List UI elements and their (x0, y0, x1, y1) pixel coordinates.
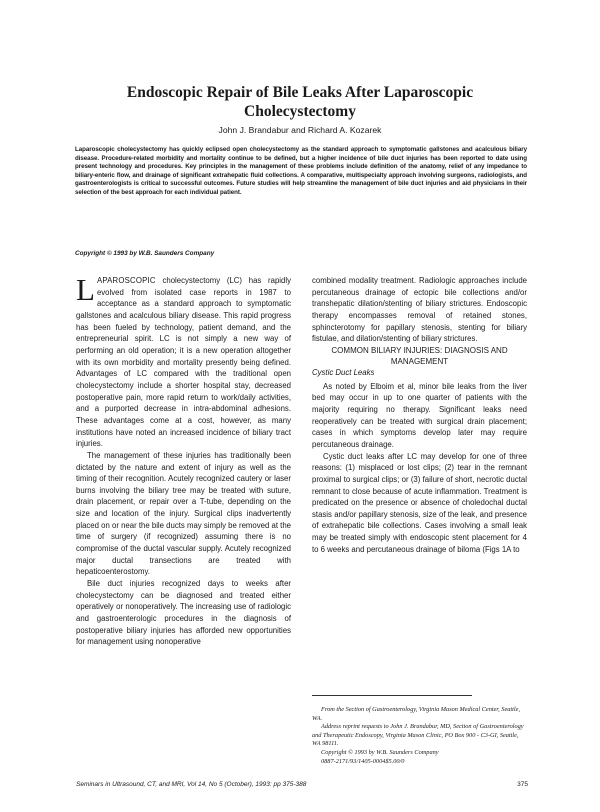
body-column-right (312, 275, 527, 555)
abstract: Laparoscopic cholecystectomy has quickly eclipsed open cholecystectomy as the standard approach to symptomatic gallstones and acalculous biliary disease. Procedure-related morbidity and mortality continue to be defined, but a higher incidence of bile duct injuries has been reported to date using present technology and procedures. Key principles in the management of these problems include definition of the anatomy, relief of any impedance to biliary-enteric flow, and drainage of significant extrahepatic fluid collections. A comparative, multispecialty approach involving surgeons, radiologists, and gastroenterologists is critical to successful outcomes. Future studies will help streamline the management of bile duct injuries and aid physicians in their selection of the best approach for each individual patient. (75, 146, 527, 196)
footnote-rule (312, 695, 472, 696)
footnotes (312, 695, 527, 766)
footnote-copyright: Copyright © 1993 by W.B. Saunders Company (321, 748, 439, 756)
footnote-code: 0887-2171/93/1405-0004$5.00/0 (321, 757, 405, 765)
section-heading: COMMON BILIARY INJURIES: DIAGNOSIS AND MANAGEMENT (331, 345, 508, 366)
footnote-reprints: Address reprint requests to John J. Brandabur, MD, Section of Gastroenterology and Therapeutic Endoscopy, Virginia Mason Clinic, PO Box 900 - C3-GI, Seattle, WA 98111. (312, 723, 524, 748)
intro-text: cholecystectomy (LC) has rapidly evolved from isolated case reports in 1987 to acceptance as a standard approach to symptomatic gallstones and acalculous biliary disease. This rapid progress has been fueled by technology, patient demand, and the entrepreneurial spirit. LC is not simply a new way of performing an old operation; it is a new operation altogether with its own morbidity and mortality presently being defined. Advantages of LC compared with the traditional open cholecystectomy include a shorter hospital stay, decreased postoperative pain, more rapid return to work/daily activities, and a purported decrease in intra-abdominal adhesions. These advantages come at a cost, however, as many institutions have noted an increased incidence of biliary tract injuries. (76, 276, 291, 449)
journal-citation: Seminars in Ultrasound, CT, and MRI, Vol 14, No 5 (October), 1993: pp 375-388 (76, 781, 307, 788)
body-column-left (76, 272, 291, 648)
abstract-copyright: Copyright © 1993 by W.B. Saunders Company (75, 250, 215, 257)
article-authors: John J. Brandabur and Richard A. Kozarek (218, 125, 382, 135)
article-title: Endoscopic Repair of Bile Leaks After Laparoscopic Cholecystectomy (126, 84, 474, 120)
page-number: 375 (517, 781, 528, 788)
paragraph: As noted by Elboim et al, minor bile leaks from the liver bed may occur in up to one quarter of patients with the majority requiring no therapy. Significant leaks need reoperatively can be treated with surgical drain placement; cases in which symptoms develop later may require percutaneous drainage. (312, 381, 527, 449)
paragraph: Bile duct injuries recognized days to weeks after cholecystectomy can be diagnosed and treated either operatively or nonoperatively. The increasing use of radiologic and gastroenterologic procedures in the diagnosis of postoperative biliary injuries has afforded new opportunities for management using nonoperative (76, 579, 291, 647)
paragraph: Cystic duct leaks after LC may develop for one of three reasons: (1) misplaced or lost clips; (2) tear in the remnant proximal to surgical clips; or (3) failure of short, necrotic ductal remnant to close because of acute inflammation. Treatment is predicated on the presence or absence of choledochal ductal stasis and/or papillary stenosis, size of the leak, and presence of extrahepatic bile collections. Cases involving a small leak may be treated simply with endoscopic stent placement for 4 to 6 weeks and percutaneous drainage of biloma (Figs 1A to (312, 451, 527, 554)
lead-in: APAROSCOPIC (96, 276, 156, 285)
paragraph: combined modality treatment. Radiologic approaches include percutaneous drainage of ectopic bile collections and/or transhepatic dilation/stenting of biliary strictures. Endoscopic therapy encompasses removal of retained stones, sphincterotomy for papillary stenosis, stenting for biliary fistulae, and dilation/stenting of biliary strictures. (312, 276, 527, 344)
intro-paragraph (76, 272, 291, 450)
footnote-affiliation: From the Section of Gastroenterology, Virginia Mason Medical Center, Seattle, WA. (312, 706, 521, 722)
subsection-heading: Cystic Duct Leaks (312, 367, 375, 377)
drop-cap: L (76, 272, 95, 307)
paragraph: The management of these injuries has traditionally been dictated by the nature and extent of injury as well as the timing of their recognition. Acutely recognized cautery or laser burns involving the biliary tree may be treated with suture, drain placement, or repair over a T-tube, depending on the size and location of the injury. Surgical clips inadvertently placed on or near the bile ducts may simply be removed at the time of surgery (if recognized) assuming there is no compromise of the ductal vascular supply. Acutely recognized major ductal transections are treated with hepaticoenterostomy. (76, 450, 291, 577)
